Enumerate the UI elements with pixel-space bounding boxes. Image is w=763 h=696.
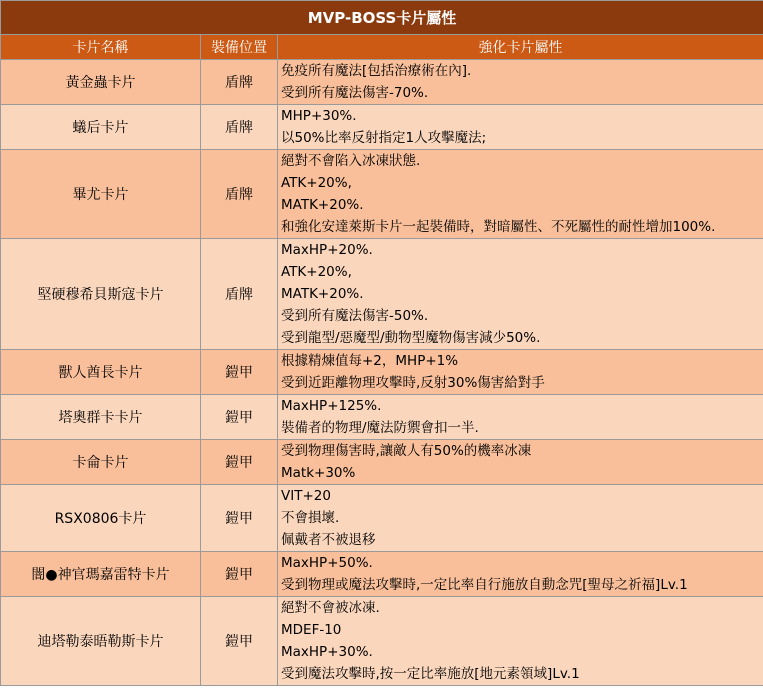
table-row <box>1 150 763 239</box>
card-effects <box>278 150 763 239</box>
table-title: MVP-BOSS卡片屬性 <box>1 1 763 35</box>
effect-line: 佩戴者不被退移 <box>281 532 376 548</box>
header-effect: 強化卡片屬性 <box>278 35 763 60</box>
effect-line: MATK+20%. <box>281 286 364 302</box>
card-effects <box>278 60 763 105</box>
card-name: 獸人酋長卡片 <box>1 350 201 395</box>
card-effects <box>278 239 763 350</box>
table-row <box>1 440 763 485</box>
card-name: 畢尤卡片 <box>1 150 201 239</box>
effect-line: 受到所有魔法傷害-70%. <box>281 85 429 101</box>
effect-line: MaxHP+30%. <box>281 644 373 660</box>
table-body <box>1 60 763 686</box>
effect-line: MaxHP+125%. <box>281 398 382 414</box>
card-effects <box>278 395 763 440</box>
card-name: RSX0806卡片 <box>1 485 201 552</box>
equip-slot: 盾牌 <box>201 239 278 350</box>
effect-line: 絕對不會陷入冰凍狀態. <box>281 153 421 169</box>
effect-line: 受到魔法攻擊時,按一定比率施放[地元素領域]Lv.1 <box>281 666 580 682</box>
effect-line: 絕對不會被冰凍. <box>281 600 380 616</box>
card-name: 黃金蟲卡片 <box>1 60 201 105</box>
card-effects <box>278 597 763 686</box>
header-card-name: 卡片名稱 <box>1 35 201 60</box>
card-effects <box>278 350 763 395</box>
table-row <box>1 597 763 686</box>
effect-line: 受到物理或魔法攻擊時,一定比率自行施放自動念咒[聖母之祈福]Lv.1 <box>281 577 688 593</box>
table-row <box>1 350 763 395</box>
effect-line: MHP+30%. <box>281 108 357 124</box>
card-effects <box>278 440 763 485</box>
equip-slot: 鎧甲 <box>201 395 278 440</box>
table-row <box>1 552 763 597</box>
header-slot: 裝備位置 <box>201 35 278 60</box>
equip-slot: 盾牌 <box>201 60 278 105</box>
effect-line: ATK+20%, <box>281 175 352 191</box>
header-row <box>1 35 763 60</box>
effect-line: 裝備者的物理/魔法防禦會扣一半. <box>281 420 479 436</box>
card-name: 塔奧群卡卡片 <box>1 395 201 440</box>
equip-slot: 盾牌 <box>201 150 278 239</box>
card-name: 迪塔勒泰晤勒斯卡片 <box>1 597 201 686</box>
table-row <box>1 485 763 552</box>
card-effects <box>278 485 763 552</box>
card-name: 堅硬穆希貝斯寇卡片 <box>1 239 201 350</box>
effect-line: 受到近距離物理攻擊時,反射30%傷害給對手 <box>281 375 545 391</box>
effect-line: 免疫所有魔法[包括治療術在內]. <box>281 63 472 79</box>
table-row <box>1 60 763 105</box>
effect-line: 受到所有魔法傷害-50%. <box>281 308 429 324</box>
effect-line: VIT+20 <box>281 488 331 504</box>
table-row <box>1 395 763 440</box>
effect-line: MaxHP+50%. <box>281 555 373 571</box>
equip-slot: 鎧甲 <box>201 440 278 485</box>
equip-slot: 盾牌 <box>201 105 278 150</box>
table-row <box>1 105 763 150</box>
effect-line: 受到龍型/惡魔型/動物型魔物傷害減少50%. <box>281 330 541 346</box>
card-name: 蟻后卡片 <box>1 105 201 150</box>
effect-line: MDEF-10 <box>281 622 342 638</box>
effect-line: Matk+30% <box>281 465 356 481</box>
effect-line: 以50%比率反射指定1人攻擊魔法; <box>281 130 487 146</box>
effect-line: 受到物理傷害時,讓敵人有50%的機率冰凍 <box>281 443 532 459</box>
card-effects <box>278 105 763 150</box>
effect-line: MaxHP+20%. <box>281 242 373 258</box>
effect-line: MATK+20%. <box>281 197 364 213</box>
equip-slot: 鎧甲 <box>201 552 278 597</box>
table-row <box>1 239 763 350</box>
card-effects <box>278 552 763 597</box>
card-name: 闇●神官瑪嘉雷特卡片 <box>1 552 201 597</box>
equip-slot: 鎧甲 <box>201 350 278 395</box>
card-name: 卡侖卡片 <box>1 440 201 485</box>
effect-line: 不會損壞. <box>281 510 340 526</box>
equip-slot: 鎧甲 <box>201 597 278 686</box>
effect-line: ATK+20%, <box>281 264 352 280</box>
effect-line: 根據精煉值每+2，MHP+1% <box>281 353 459 369</box>
equip-slot: 鎧甲 <box>201 485 278 552</box>
effect-line: 和強化安達萊斯卡片一起裝備時，對暗屬性、不死屬性的耐性增加100%. <box>281 219 716 235</box>
